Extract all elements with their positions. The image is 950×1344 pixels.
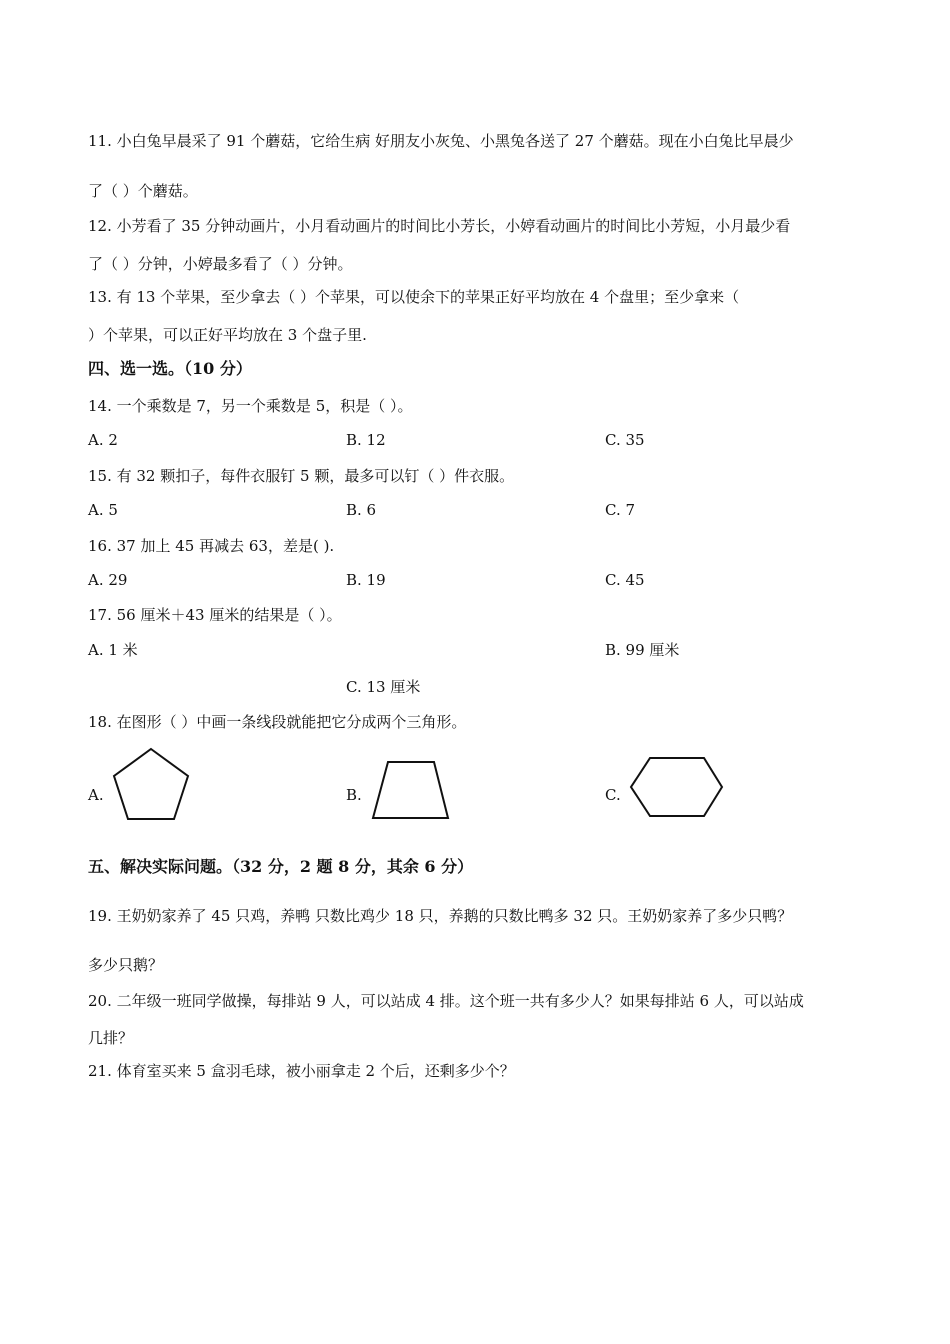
q15-option-c: C. 7 — [605, 501, 636, 519]
q15-stem: 15. 有 32 颗扣子，每件衣服钉 5 颗，最多可以钉（ ）件衣服。 — [88, 467, 515, 485]
q13-line2: ）个苹果，可以正好平均放在 3 个盘子里. — [88, 326, 367, 344]
q19-line1: 19. 王奶奶家养了 45 只鸡，养鸭 只数比鸡少 18 只，养鹅的只数比鸭多 32 只。王奶奶家养了多少只鸭？ — [88, 907, 793, 925]
q18-option-a: A. — [88, 786, 104, 804]
q18-stem: 18. 在图形（ ）中画一条线段就能把它分成两个三角形。 — [88, 713, 467, 731]
q14-option-b: B. 12 — [346, 431, 386, 449]
q18-option-c: C. — [605, 786, 621, 804]
q11-line1: 11. 小白兔早晨采了 91 个蘑菇，它给生病 好朋友小灰兔、小黑兔各送了 27 个蘑菇。现在小白兔比早晨少 — [88, 132, 794, 150]
q16-option-a: A. 29 — [88, 571, 128, 589]
q19-line2: 多少只鹅？ — [88, 956, 164, 974]
q17-stem: 17. 56 厘米＋43 厘米的结果是（ ）。 — [88, 606, 342, 624]
q17-option-c: C. 13 厘米 — [346, 678, 421, 696]
q15-option-b: B. 6 — [346, 501, 377, 519]
q14-option-c: C. 35 — [605, 431, 645, 449]
q12-line2: 了（ ）分钟，小婷最多看了（ ）分钟。 — [88, 255, 353, 273]
q12-line1: 12. 小芳看了 35 分钟动画片，小月看动画片的时间比小芳长，小婷看动画片的时间比小芳短，小月最少看 — [88, 217, 791, 235]
q20-line2: 几排？ — [88, 1029, 134, 1047]
q21-line1: 21. 体育室买来 5 盒羽毛球，被小丽拿走 2 个后，还剩多少个？ — [88, 1062, 515, 1080]
q18-option-b: B. — [346, 786, 362, 804]
q16-option-c: C. 45 — [605, 571, 645, 589]
q17-option-b: B. 99 厘米 — [605, 641, 680, 659]
section4-heading: 四、选一选。（10 分） — [88, 359, 252, 378]
q17-option-a: A. 1 米 — [88, 641, 138, 659]
q11-line2: 了（ ）个蘑菇。 — [88, 182, 198, 200]
trapezoid-figure — [368, 757, 454, 823]
q15-option-a: A. 5 — [88, 501, 118, 519]
q13-line1: 13. 有 13 个苹果，至少拿去（ ）个苹果，可以使余下的苹果正好平均放在 4 个盘里；至少拿来（ — [88, 288, 740, 306]
hexagon-figure — [626, 754, 726, 820]
q16-option-b: B. 19 — [346, 571, 386, 589]
section5-heading: 五、解决实际问题。（32 分，2 题 8 分，其余 6 分） — [88, 857, 474, 876]
q20-line1: 20. 二年级一班同学做操，每排站 9 人，可以站成 4 排。这个班一共有多少人？如果每排站 6 人，可以站成 — [88, 992, 804, 1010]
q14-option-a: A. 2 — [88, 431, 118, 449]
q16-stem: 16. 37 加上 45 再减去 63，差是( ). — [88, 537, 335, 555]
pentagon-figure — [108, 745, 194, 823]
q14-stem: 14. 一个乘数是 7，另一个乘数是 5，积是（ ）。 — [88, 397, 413, 415]
